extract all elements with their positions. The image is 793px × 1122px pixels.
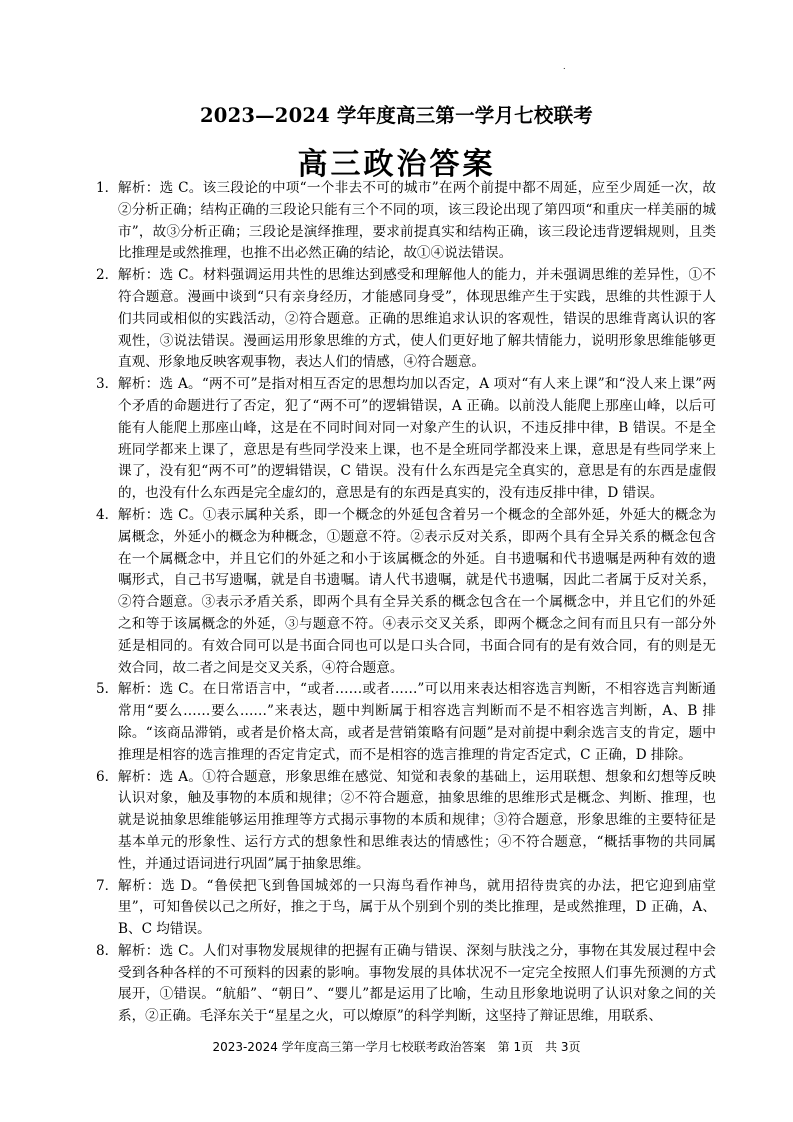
item-text: 解析：选 C。①表示属种关系，即一个概念的外延包含着另一个概念的全部外延，外延大的概念为属概念，外延小的概念为种概念，①题意不符。②表示反对关系，即两个具有全异关系的概念包含在一个属概念中，并且它们的外延之和小于该属概念的外延。自书遗嘱和代书遗嘱是两种有效的遗嘱形式，自己书写遗嘱，就是自书遗嘱。请人代书遗嘱，就是代书遗嘱，因此二者属于反对关系，②符合题意。③表示矛盾关系，即两个具有全异关系的概念包含在一个属概念中，并且它们的外延之和等于该属概念的外延，③与题意不符。④表示交叉关系，即两个概念之间有而且只有一部分外延是相同的。有效合同可以是书面合同也可以是口头合同，书面合同有的是有效合同，有的则是无效合同，故二者之间是交叉关系，④符合题意。 <box>118 506 716 676</box>
item-number: 6． <box>96 768 119 785</box>
item-text: 解析：选 A。“两不可”是指对相互否定的思想均加以否定，A 项对“有人来上课”和“没人来上课”两个矛盾的命题进行了否定，犯了“两不可”的逻辑错误，A 正确。以前没人能爬上那座山峰，以后可能有人能爬上那座山峰，这是在不同时间对同一对象产生的认识，不违反排中律，B 错误。不是全班同学都来上课了，意思是有些同学没来上课，也不是全班同学都没来上课，意思是有些同学来上课了，没有犯“两不可”的逻辑错误，C 错误。没有什么东西是完全真实的，意思是有的东西是虚假的，也没有什么东西是完全虚幻的，意思是有的东西是真实的，没有违反排中律，D 错误。 <box>118 376 716 502</box>
answer-item-2 <box>96 265 716 374</box>
answer-item-6 <box>96 767 716 876</box>
item-text: 解析：选 C。该三段论的中项“一个非去不可的城市”在两个前提中都不周延，应至少周延一次，故②分析正确；结构正确的三段论只能有三个不同的项，该三段论出现了第四项“和重庆一样美丽的城市”，故③分析正确；三段论是演绎推理，要求前提真实和结构正确，该三段论违背逻辑规则，且类比推理是或然推理，也推不出必然正确的结论，故①④说法错误。 <box>118 180 716 262</box>
item-number: 4． <box>96 506 119 523</box>
page-footer: 2023-2024 学年度高三第一学月七校联考政治答案 第 1页 共 3页 <box>212 1040 581 1054</box>
answer-list <box>96 178 716 1028</box>
page-title: 高三政治答案 <box>297 147 496 182</box>
answer-item-3 <box>96 374 716 505</box>
item-number: 7． <box>96 877 119 894</box>
item-text: 解析：选 D。“鲁侯把飞到鲁国城郊的一只海鸟看作神鸟，就用招待贵宾的办法，把它迎到庙堂里”，可知鲁侯以己之所好，推之于鸟，属于从个别到个别的类比推理，是或然推理，D 正确，A、B、C 均错误。 <box>118 877 716 938</box>
item-number: 5． <box>96 681 119 698</box>
stray-dot: . <box>563 62 566 71</box>
item-number: 2． <box>96 267 119 284</box>
exam-title: 2023—2024 学年度高三第一学月七校联考 <box>200 104 593 127</box>
item-number: 8． <box>96 942 119 959</box>
item-number: 3． <box>96 376 119 393</box>
answer-item-1 <box>96 178 716 265</box>
item-text: 解析：选 C。人们对事物发展规律的把握有正确与错误、深刻与肤浅之分，事物在其发展过程中会受到各种各样的不可预料的因素的影响。事物发展的具体状况不一定完全按照人们事先预测的方式展开，①错误。“航船”、“朝日”、“婴儿”都是运用了比喻，生动且形象地说明了认识对象之间的关系，②正确。毛泽东关于“星星之火，可以燎原”的科学判断，这坚持了辩证思维，用联系、 <box>118 942 716 1025</box>
item-text: 解析：选 C。材料强调运用共性的思维达到感受和理解他人的能力，并未强调思维的差异性，①不符合题意。漫画中谈到“只有亲身经历，才能感同身受”，体现思维产生于实践，思维的共性源于人们共同或相似的实践活动，②符合题意。正确的思维追求认识的客观性，错误的思维背离认识的客观性，③说法错误。漫画运用形象思维的方式，使人们更好地了解共情能力，说明形象思维能够更直观、形象地反映客观事物，表达人们的情感，④符合题意。 <box>118 267 716 371</box>
item-text: 解析：选 A。①符合题意，形象思维在感觉、知觉和表象的基础上，运用联想、想象和幻想等反映认识对象，触及事物的本质和规律；②不符合题意，抽象思维的思维形式是概念、判断、推理，也就是说抽象思维能够运用推理等方式揭示事物的本质和规律；③符合题意，形象思维的主要特征是基本单元的形象性、运行方式的想象性和思维表达的情感性；④不符合题意，“概括事物的共同属性，并通过语词进行巩固”属于抽象思维。 <box>118 768 716 872</box>
answer-item-8 <box>96 941 716 1028</box>
item-number: 1． <box>96 180 119 196</box>
answer-item-5 <box>96 679 716 766</box>
answer-item-4 <box>96 505 716 679</box>
item-text: 解析：选 C。在日常语言中，“或者……或者……”可以用来表达相容选言判断，不相容选言判断通常用“要么……要么……”来表达，题中判断属于相容选言判断而不是不相容选言判断，A、B 排除。“该商品滞销，或者是价格太高，或者是营销策略有问题”是对前提中剩余选言支的肯定，题中推理是相容的选言推理的否定肯定式，而不是相容的选言推理的肯定否定式，C 正确，D 排除。 <box>118 681 716 763</box>
answer-item-7 <box>96 876 716 941</box>
